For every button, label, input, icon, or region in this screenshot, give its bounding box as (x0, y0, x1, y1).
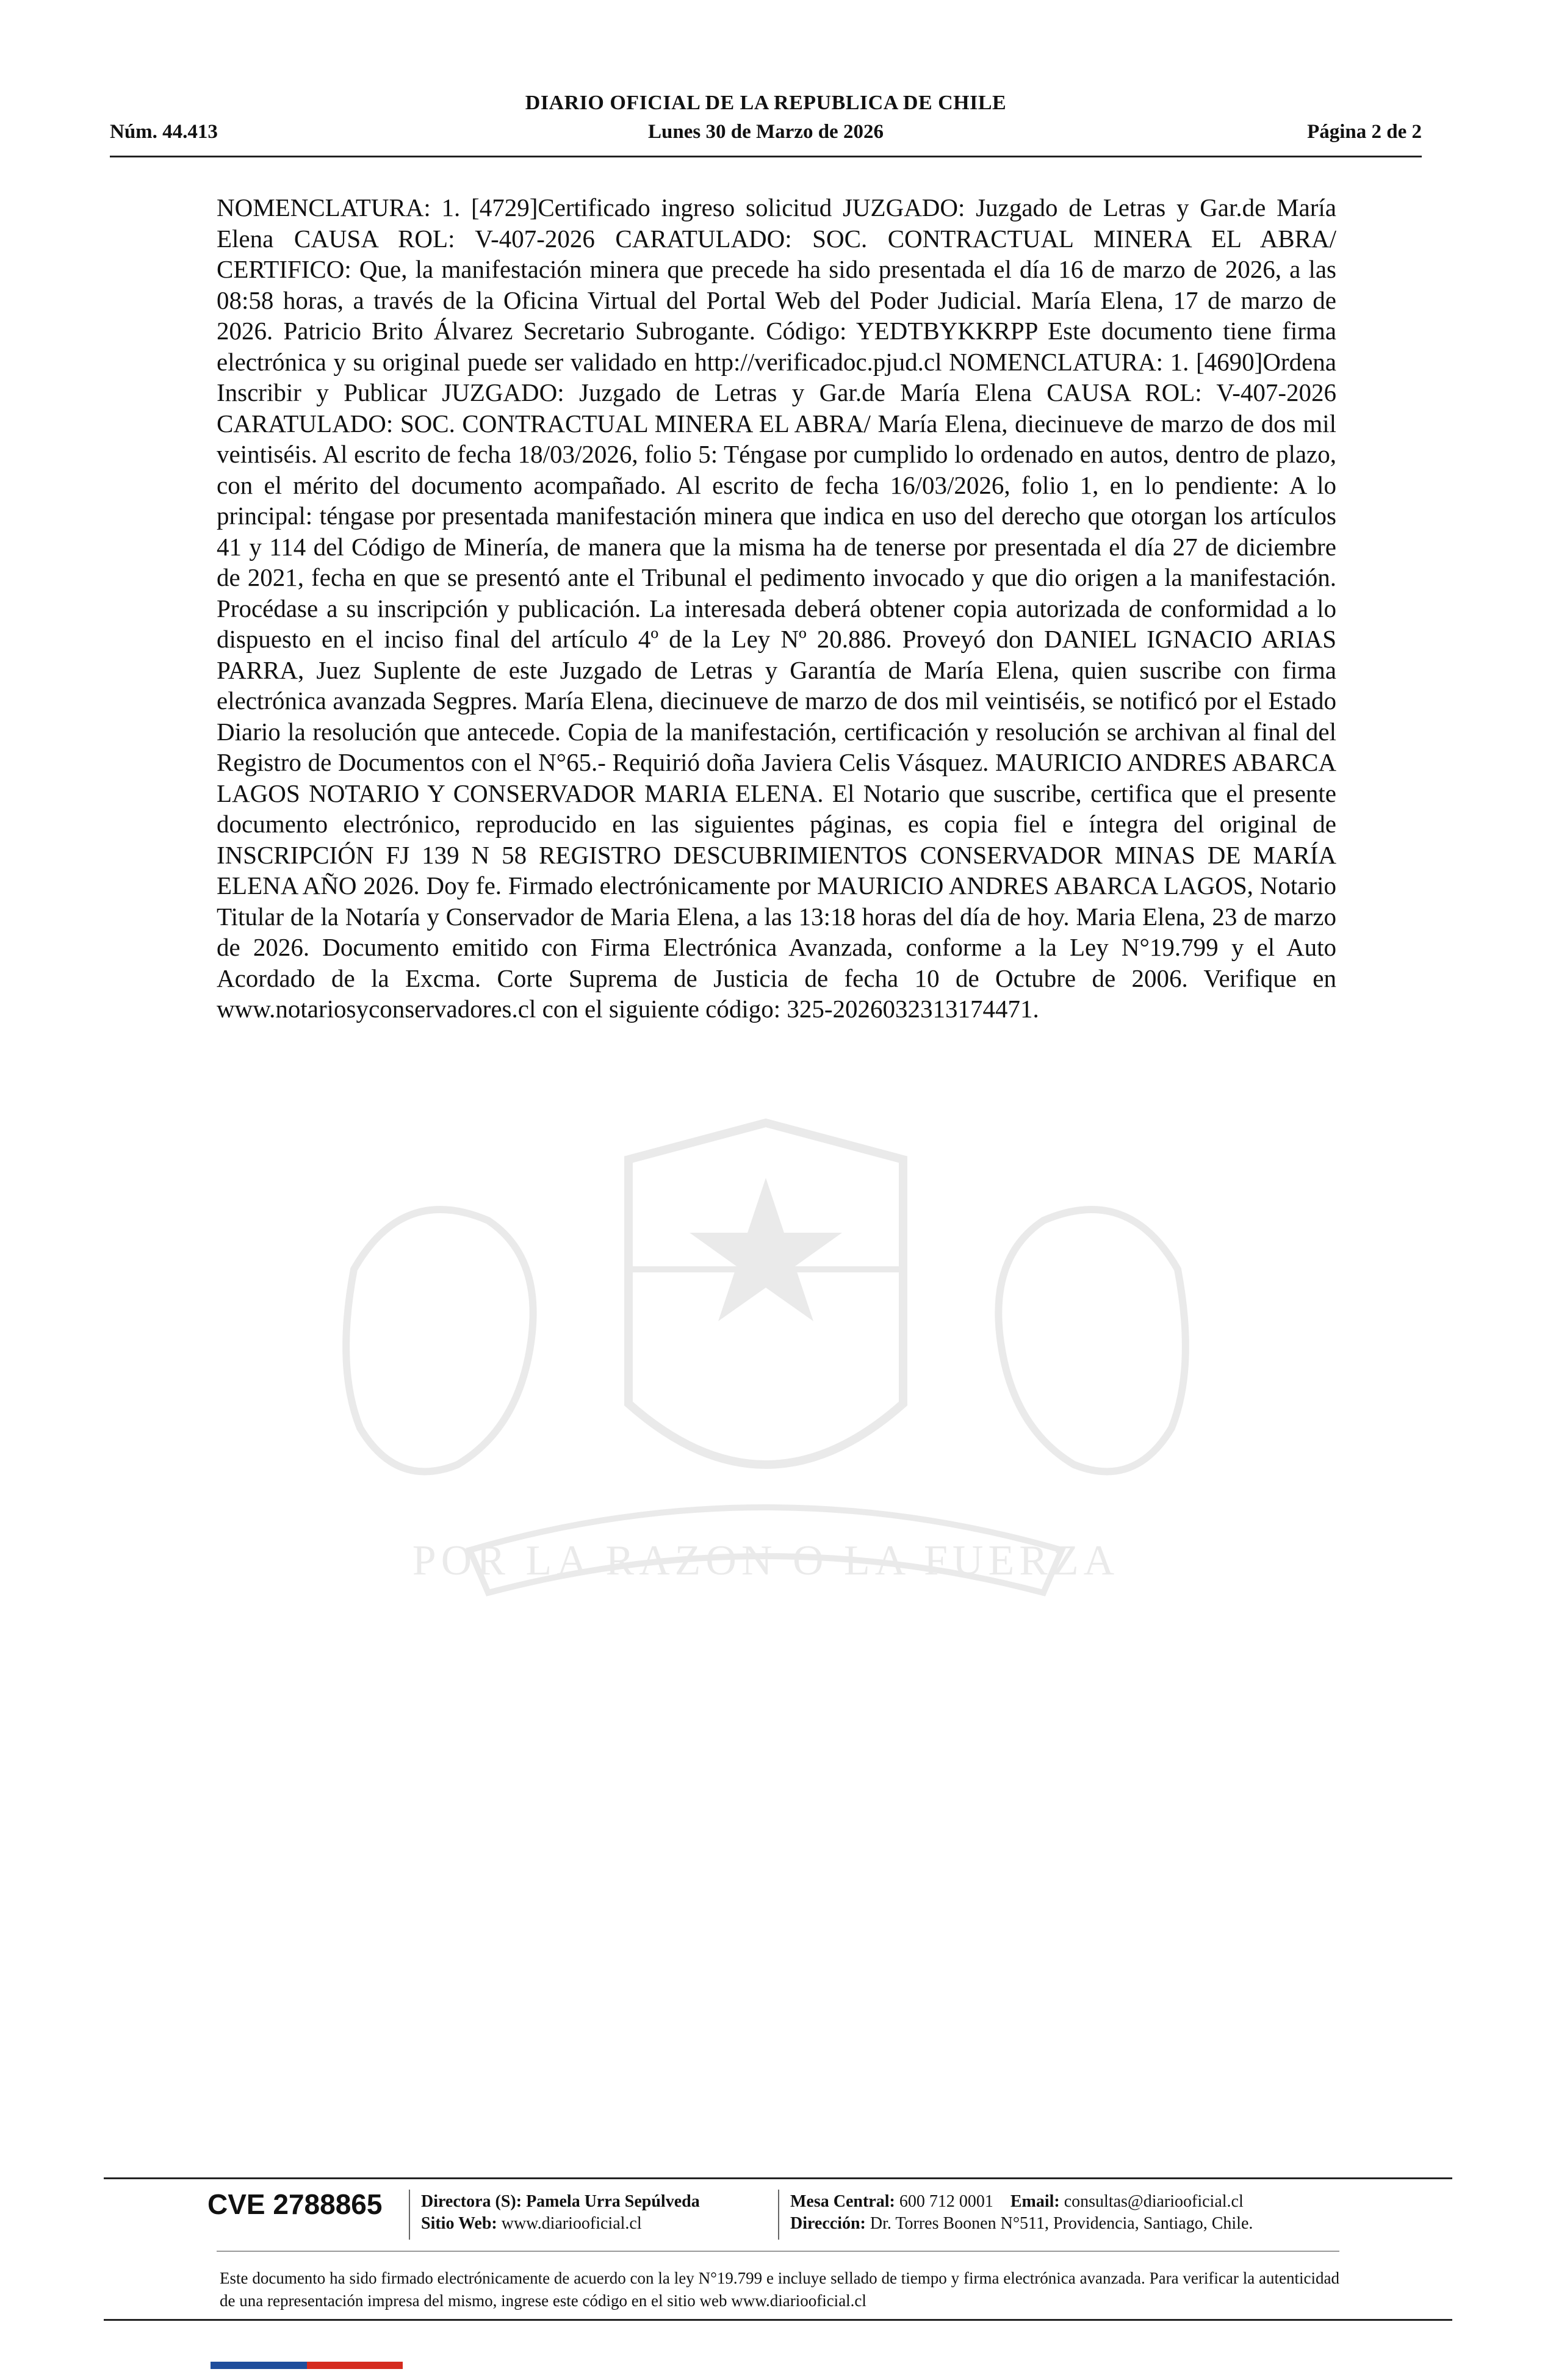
page-number: Página 2 de 2 (1307, 121, 1422, 143)
email-label: Email: (1010, 2192, 1060, 2211)
footer-contact-info (790, 2191, 1253, 2235)
footer-divider (409, 2190, 410, 2240)
cve-code: CVE 2788865 (207, 2188, 383, 2220)
footer-divider (778, 2190, 779, 2240)
footer-mid-rule (217, 2251, 1339, 2252)
mesa-central-phone: 600 712 0001 (899, 2192, 993, 2211)
publication-title: DIARIO OFICIAL DE LA REPUBLICA DE CHILE (525, 92, 1007, 114)
footer-top-rule (104, 2177, 1452, 2179)
director-name: Pamela Urra Sepúlveda (526, 2192, 700, 2211)
chile-flag-stripe (211, 2362, 403, 2369)
issue-number: Núm. 44.413 (110, 121, 218, 143)
signature-notice: Este documento ha sido firmado electrónicamente de acuerdo con la ley N°19.799 e incluye sellado de tiempo y firma electrónica avanzada. Para verificar la autenticidad de una representación impresa del mismo, ingrese este código en el sitio web www.diariooficial.cl (220, 2269, 1339, 2310)
mesa-central-label: Mesa Central: (790, 2192, 895, 2211)
issue-date: Lunes 30 de Marzo de 2026 (648, 121, 884, 143)
address-label: Dirección: (790, 2214, 866, 2233)
address-value: Dr. Torres Boonen N°511, Providencia, Santiago, Chile. (870, 2214, 1253, 2233)
website-label: Sitio Web: (421, 2214, 497, 2233)
footer-bottom-rule (104, 2319, 1452, 2321)
coat-of-arms-watermark (201, 1086, 1330, 1666)
watermark-motto: POR LA RAZON O LA FUERZA (412, 1537, 1120, 1584)
email-address[interactable]: consultas@diariooficial.cl (1064, 2192, 1244, 2211)
footer-directory-info (421, 2191, 700, 2235)
body-text: NOMENCLATURA: 1. [4729]Certificado ingreso solicitud JUZGADO: Juzgado de Letras y Gar.de María Elena CAUSA ROL: V-407-2026 CARATULADO: SOC. CONTRACTUAL MINERA EL ABRA/ CERTIFICO: Que, la manifestación minera que precede ha sido presentada el día 16 de marzo de 2026, a las 08:58 horas, a través de la Oficina Virtual del Portal Web del Poder Judicial. María Elena, 17 de marzo de 2026. Patricio Brito Álvarez Secretario Subrogante. Código: YEDTBYKKRPP Este documento tiene firma electrónica y su original puede ser validado en http://verificadoc.pjud.cl NOMENCLATURA: 1. [4690]Ordena Inscribir y Publicar JUZGADO: Juzgado de Letras y Gar.de María Elena CAUSA ROL: V-407-2026 CARATULADO: SOC. CONTRACTUAL MINERA EL ABRA/ María Elena, diecinueve de marzo de dos mil veintiséis. Al escrito de fecha 18/03/2026, folio 5: Téngase por cumplido lo ordenado en autos, dentro de plazo, con el mérito del documento acompañado. Al escrito de fecha 16/03/2026, folio 1, en lo pendiente: A lo principal: téngase por presentada manifestación minera que indica en uso del derecho que otorgan los artículos 41 y 114 del Código de Minería, de manera que la misma ha de tenerse por presentada el día 27 de diciembre de 2021, fecha en que se presentó ante el Tribunal el pedimento invocado y que dio origen a la manifestación. Procédase a su inscripción y publicación. La interesada deberá obtener copia autorizada de conformidad a lo dispuesto en el inciso final del artículo 4º de la Ley Nº 20.886. Proveyó don DANIEL IGNACIO ARIAS PARRA, Juez Suplente de este Juzgado de Letras y Garantía de María Elena, quien suscribe con firma electrónica avanzada Segpres. María Elena, diecinueve de marzo de dos mil veintiséis, se notificó por el Estado Diario la resolución que antecede. Copia de la manifestación, certificación y resolución se archivan al final del Registro de Documentos con el N°65.- Requirió doña Javiera Celis Vásquez. MAURICIO ANDRES ABARCA LAGOS NOTARIO Y CONSERVADOR MARIA ELENA. El Notario que suscribe, certifica que el presente documento electrónico, reproducido en las siguientes páginas, es copia fiel e íntegra del original de INSCRIPCIÓN FJ 139 N 58 REGISTRO DESCUBRIMIENTOS CONSERVADOR MINAS DE MARÍA ELENA AÑO 2026. Doy fe. Firmado electrónicamente por MAURICIO ANDRES ABARCA LAGOS, Notario Titular de la Notaría y Conservador de Maria Elena, a las 13:18 horas del día de hoy. Maria Elena, 23 de marzo de 2026. Documento emitido con Firma Electrónica Avanzada, conforme a la Ley N°19.799 y el Auto Acordado de la Excma. Corte Suprema de Justicia de fecha 10 de Octubre de 2006. Verifique en www.notariosyconservadores.cl con el siguiente código: 325-2026032313174471. (217, 193, 1336, 1023)
director-label: Directora (S): (421, 2192, 522, 2211)
flag-blue-segment (211, 2362, 307, 2369)
page-header (110, 92, 1422, 157)
website-link[interactable]: www.diariooficial.cl (501, 2214, 642, 2233)
flag-red-segment (307, 2362, 403, 2369)
